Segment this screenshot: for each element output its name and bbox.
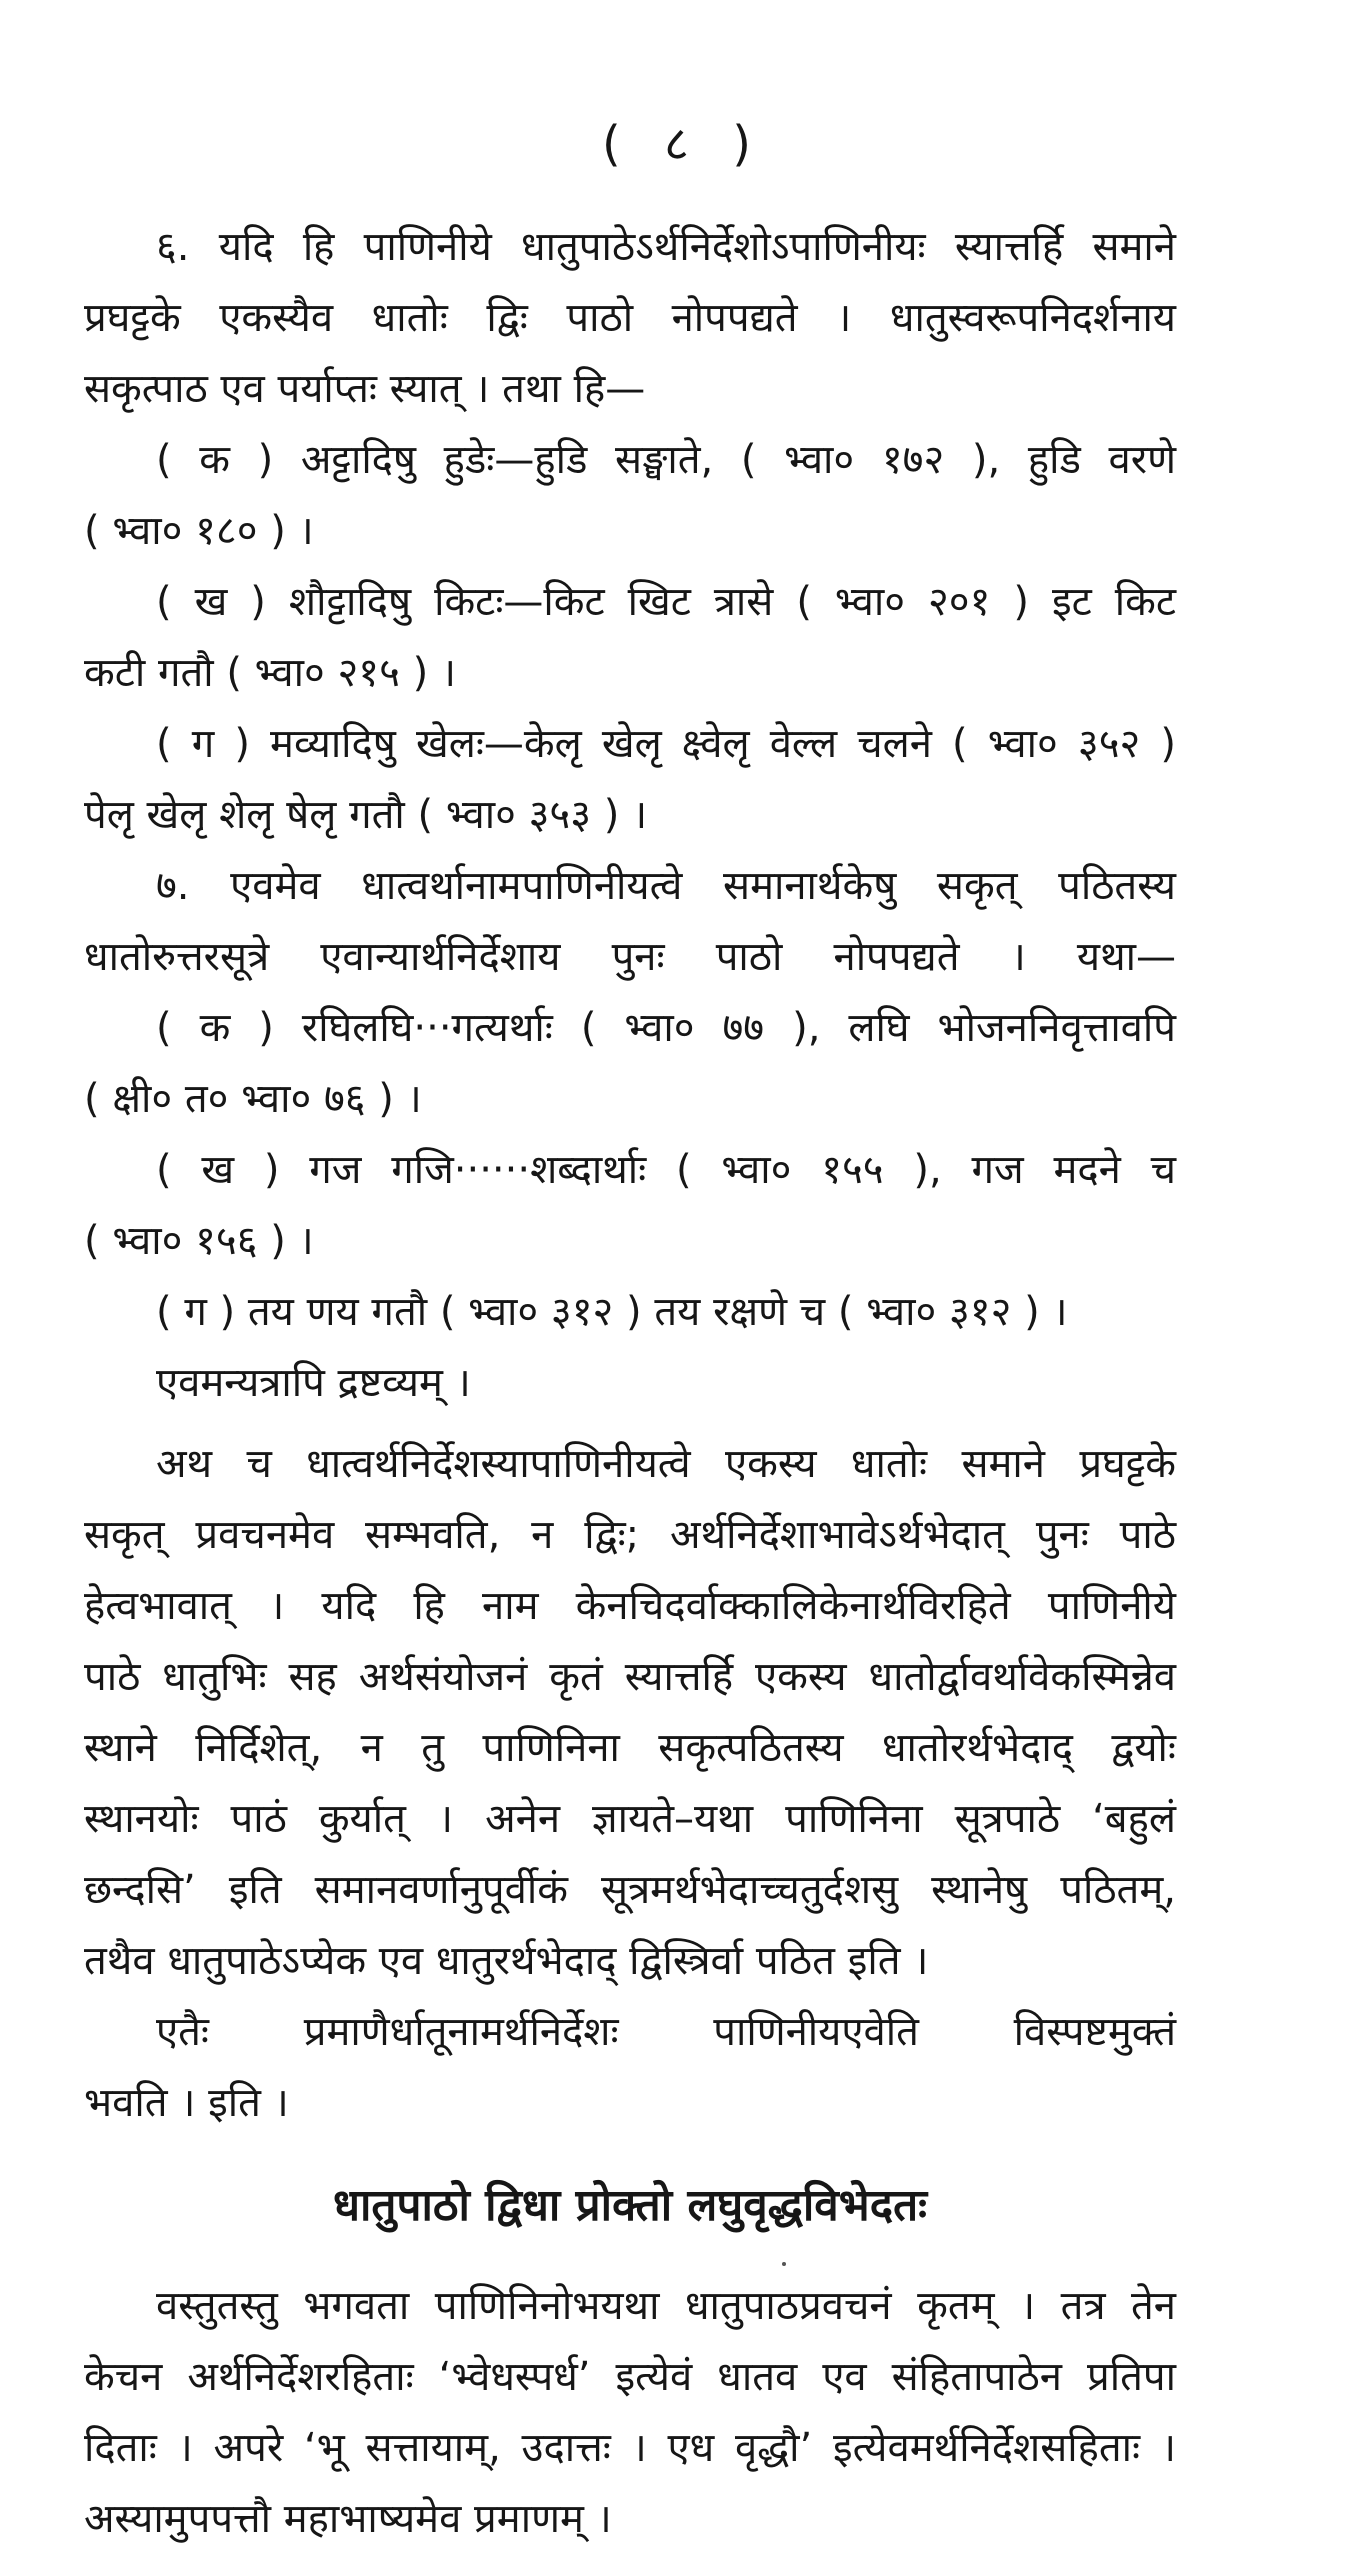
text-line: ६. यदि हि पाणिनीये धातुपाठेऽर्थनिर्देशोऽपाणिनीयः स्यात्तर्हि समाने (156, 224, 1176, 270)
text-line: धातोरुत्तरसूत्रे एवान्यार्थनिर्देशाय पुनः पाठो नोपपद्यते । यथा— (84, 934, 1176, 980)
text-line: छन्दसि’ इति समानवर्णानुपूर्वीकं सूत्रमर्थभेदाच्चतुर्दशसु स्थानेषु पठितम्, (84, 1867, 1176, 1913)
text-line: एतैः प्रमाणैर्धातूनामर्थनिर्देशः पाणिनीयएवेति विस्पष्टमुक्तं (156, 2009, 1176, 2055)
text-line: ( क ) अट्टादिषु हुडेः—हुडि सङ्घाते, ( भ्वा० १७२ ), हुडि वरणे (156, 437, 1176, 483)
page-body (84, 212, 1176, 2555)
text-line: पेलृ खेलृ शेलृ षेलृ गतौ ( भ्वा० ३५३ ) । (84, 792, 648, 838)
text-line: ७. एवमेव धात्वर्थानामपाणिनीयत्वे समानार्थकेषु सकृत् पठितस्य (156, 863, 1176, 909)
text-line: सकृत्पाठ एव पर्याप्तः स्यात् । तथा हि— (84, 366, 646, 412)
text-line: भवति । इति । (84, 2080, 289, 2126)
text-line: दिताः । अपरे ‘भू सत्तायाम्, उदात्तः । एध वृद्धौ’ इत्येवमर्थनिर्देशसहिताः । (84, 2425, 1176, 2471)
text-line: तथैव धातुपाठेऽप्येक एव धातुरर्थभेदाद् द्विस्त्रिर्वा पठित इति । (84, 1938, 929, 1984)
text-line: पाठे धातुभिः सह अर्थसंयोजनं कृतं स्यात्तर्हि एकस्य धातोर्द्वावर्थावेकस्मिन्नेव (84, 1654, 1176, 1700)
text-line: एवमन्यत्रापि द्रष्टव्यम् । (156, 1360, 471, 1406)
text-line: ( क ) रघिलघि···गत्यर्थाः ( भ्वा० ७७ ), लघि भोजननिवृत्तावपि (156, 1005, 1176, 1051)
text-line: केचन अर्थनिर्देशरहिताः ‘भ्वेधस्पर्ध’ इत्येवं धातव एव संहितापाठेन प्रतिपा (84, 2354, 1176, 2400)
text-line: ( ग ) मव्यादिषु खेलः—केलृ खेलृ क्ष्वेलृ वेल्ल चलने ( भ्वा० ३५२ ) (156, 721, 1176, 767)
page-number: ( ८ ) (602, 116, 765, 172)
text-line: ( ख ) गज गजि······शब्दार्थाः ( भ्वा० १५५ ), गज मदने च (156, 1147, 1176, 1193)
text-line: अस्यामुपपत्तौ महाभाष्यमेव प्रमाणम् । (84, 2496, 612, 2542)
text-line: ( ग ) तय णय गतौ ( भ्वा० ३१२ ) तय रक्षणे च ( भ्वा० ३१२ ) । (156, 1289, 1068, 1335)
text-line: हेत्वभावात् । यदि हि नाम केनचिदर्वाक्कालिकेनार्थविरहिते पाणिनीये (84, 1583, 1176, 1629)
text-line: ( भ्वा० १५६ ) । (84, 1218, 314, 1264)
text-line: ( क्षी० त० भ्वा० ७६ ) । (84, 1076, 422, 1122)
text-line: प्रघट्टके एकस्यैव धातोः द्विः पाठो नोपपद्यते । धातुस्वरूपनिदर्शनाय (84, 295, 1176, 341)
text-line: स्थानयोः पाठं कुर्यात् । अनेन ज्ञायते–यथा पाणिनिना सूत्रपाठे ‘बहुलं (84, 1796, 1176, 1842)
text-line: स्थाने निर्दिशेत्, न तु पाणिनिना सकृत्पठितस्य धातोरर्थभेदाद् द्वयोः (84, 1725, 1176, 1771)
text-line: ( ख ) शौट्टादिषु किटः—किट खिट त्रासे ( भ्वा० २०१ ) इट किट (156, 579, 1176, 625)
text-line: ( भ्वा० १८० ) । (84, 508, 314, 554)
text-line: अथ च धात्वर्थनिर्देशस्यापाणिनीयत्वे एकस्य धातोः समाने प्रघट्टके (156, 1441, 1176, 1487)
text-line: सकृत् प्रवचनमेव सम्भवति, न द्विः; अर्थनिर्देशाभावेऽर्थभेदात् पुनः पाठे (84, 1512, 1176, 1558)
section-heading: धातुपाठो द्विधा प्रोक्तो लघुवृद्धविभेदतः (332, 2180, 928, 2231)
text-line: वस्तुतस्तु भगवता पाणिनिनोभयथा धातुपाठप्रवचनं कृतम् । तत्र तेन (156, 2283, 1176, 2329)
text-line: कटी गतौ ( भ्वा० २१५ ) । (84, 650, 457, 696)
print-speck (782, 2262, 786, 2266)
